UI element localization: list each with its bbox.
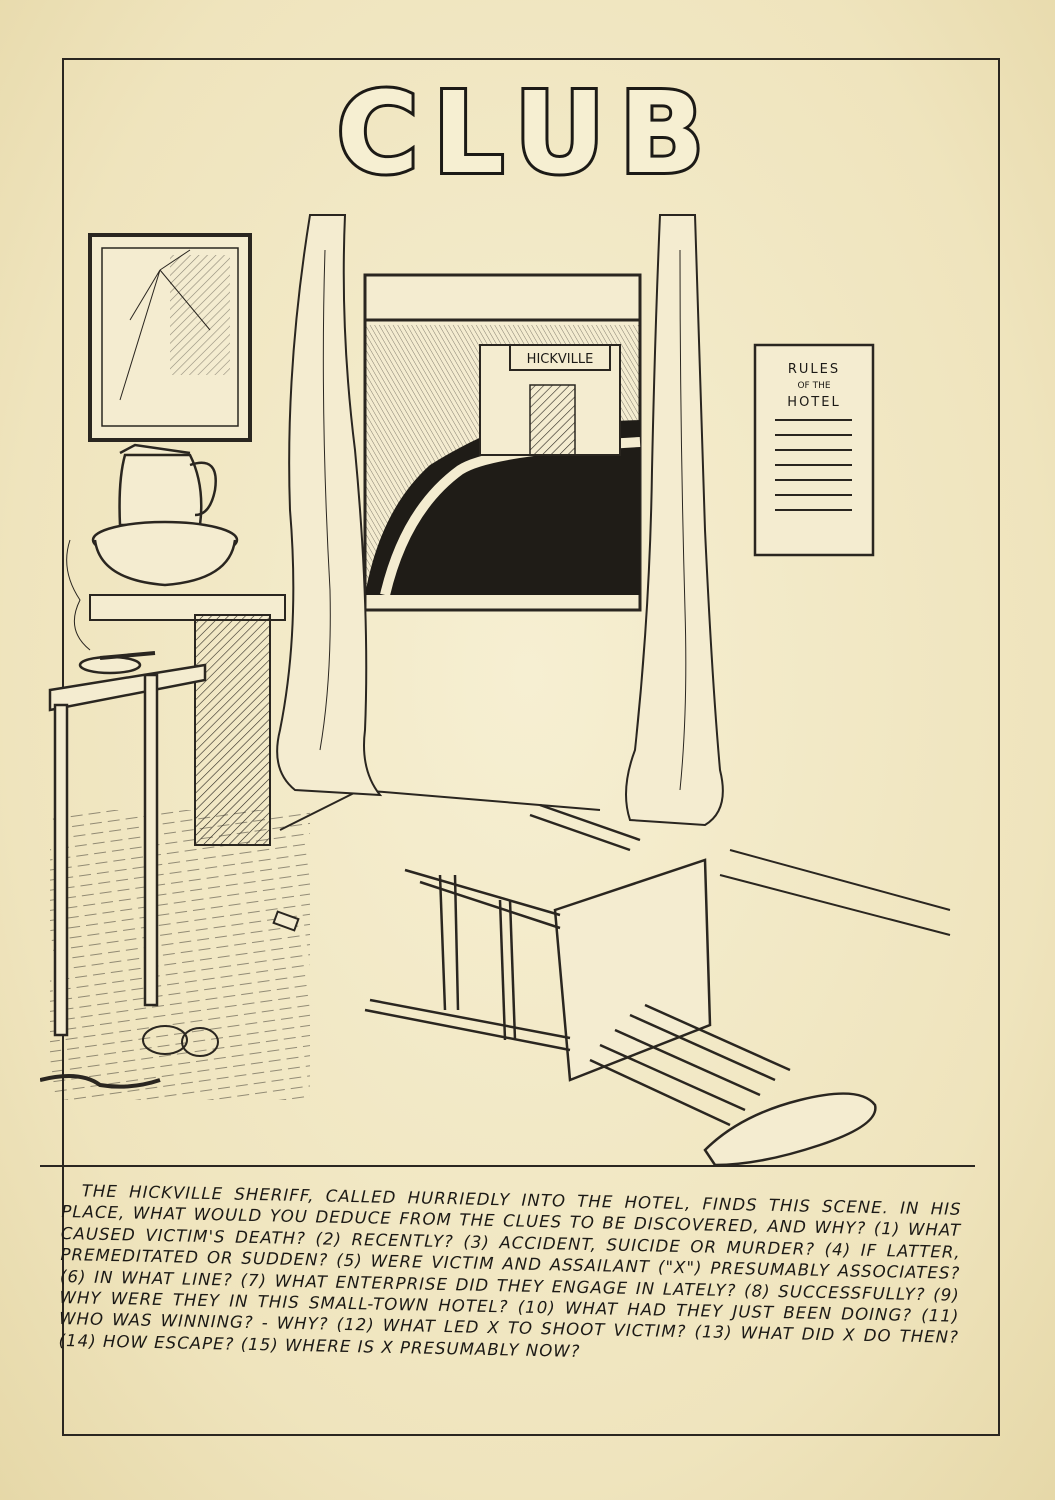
puzzle-caption [57,1180,962,1439]
pitcher-and-basin [93,445,237,585]
floorboards [50,810,310,1100]
rules-poster-line2: OF THE [797,381,831,391]
puzzle-questions: THE HICKVILLE SHERIFF, CALLED HURRIEDLY INTO THE HOTEL, FINDS THIS SCENE. IN HIS PLACE, WHAT WOULD YOU DEDUCE FROM THE CLUES TO BE DISCOVERED, AND WHY? (1) WHAT CAUSED VICTIM'S DEATH? (2) RECENTLY? (3) ACCIDENT, SUICIDE OR MURDER? (4) IF LATTER, PREMEDITATED OR SUDDEN? (5) WERE VICTIM AND ASSAILANT ("X") PRESUMABLY ASSOCIATES? (6) IN WHAT LINE? (7) WHAT ENTERPRISE DID THEY ENGAGE IN LATELY? (8) SUCCESSFULLY? (9) WHY WERE THEY IN THIS SMALL-TOWN HOTEL? (10) WHAT HAD THEY JUST BEEN DOING? (11) WHO WAS WINNING? - WHY? (12) WHAT LED X TO SHOOT VICTIM? (13) WHAT DID X DO THEN? (14) HOW ESCAPE? (15) WHERE IS X PRESUMABLY NOW? [58,1181,962,1361]
crime-scene-illustration [40,210,1000,1170]
washstand [90,595,285,845]
hickville-sign: HICKVILLE [526,352,594,367]
page-title: CLUB [336,69,719,199]
framed-picture [90,235,250,440]
rules-poster-line3: HOTEL [787,395,841,410]
overturned-chair [365,805,875,1165]
caption-divider [40,1165,975,1167]
rules-poster-line1: RULES [787,362,841,377]
window [365,275,640,610]
